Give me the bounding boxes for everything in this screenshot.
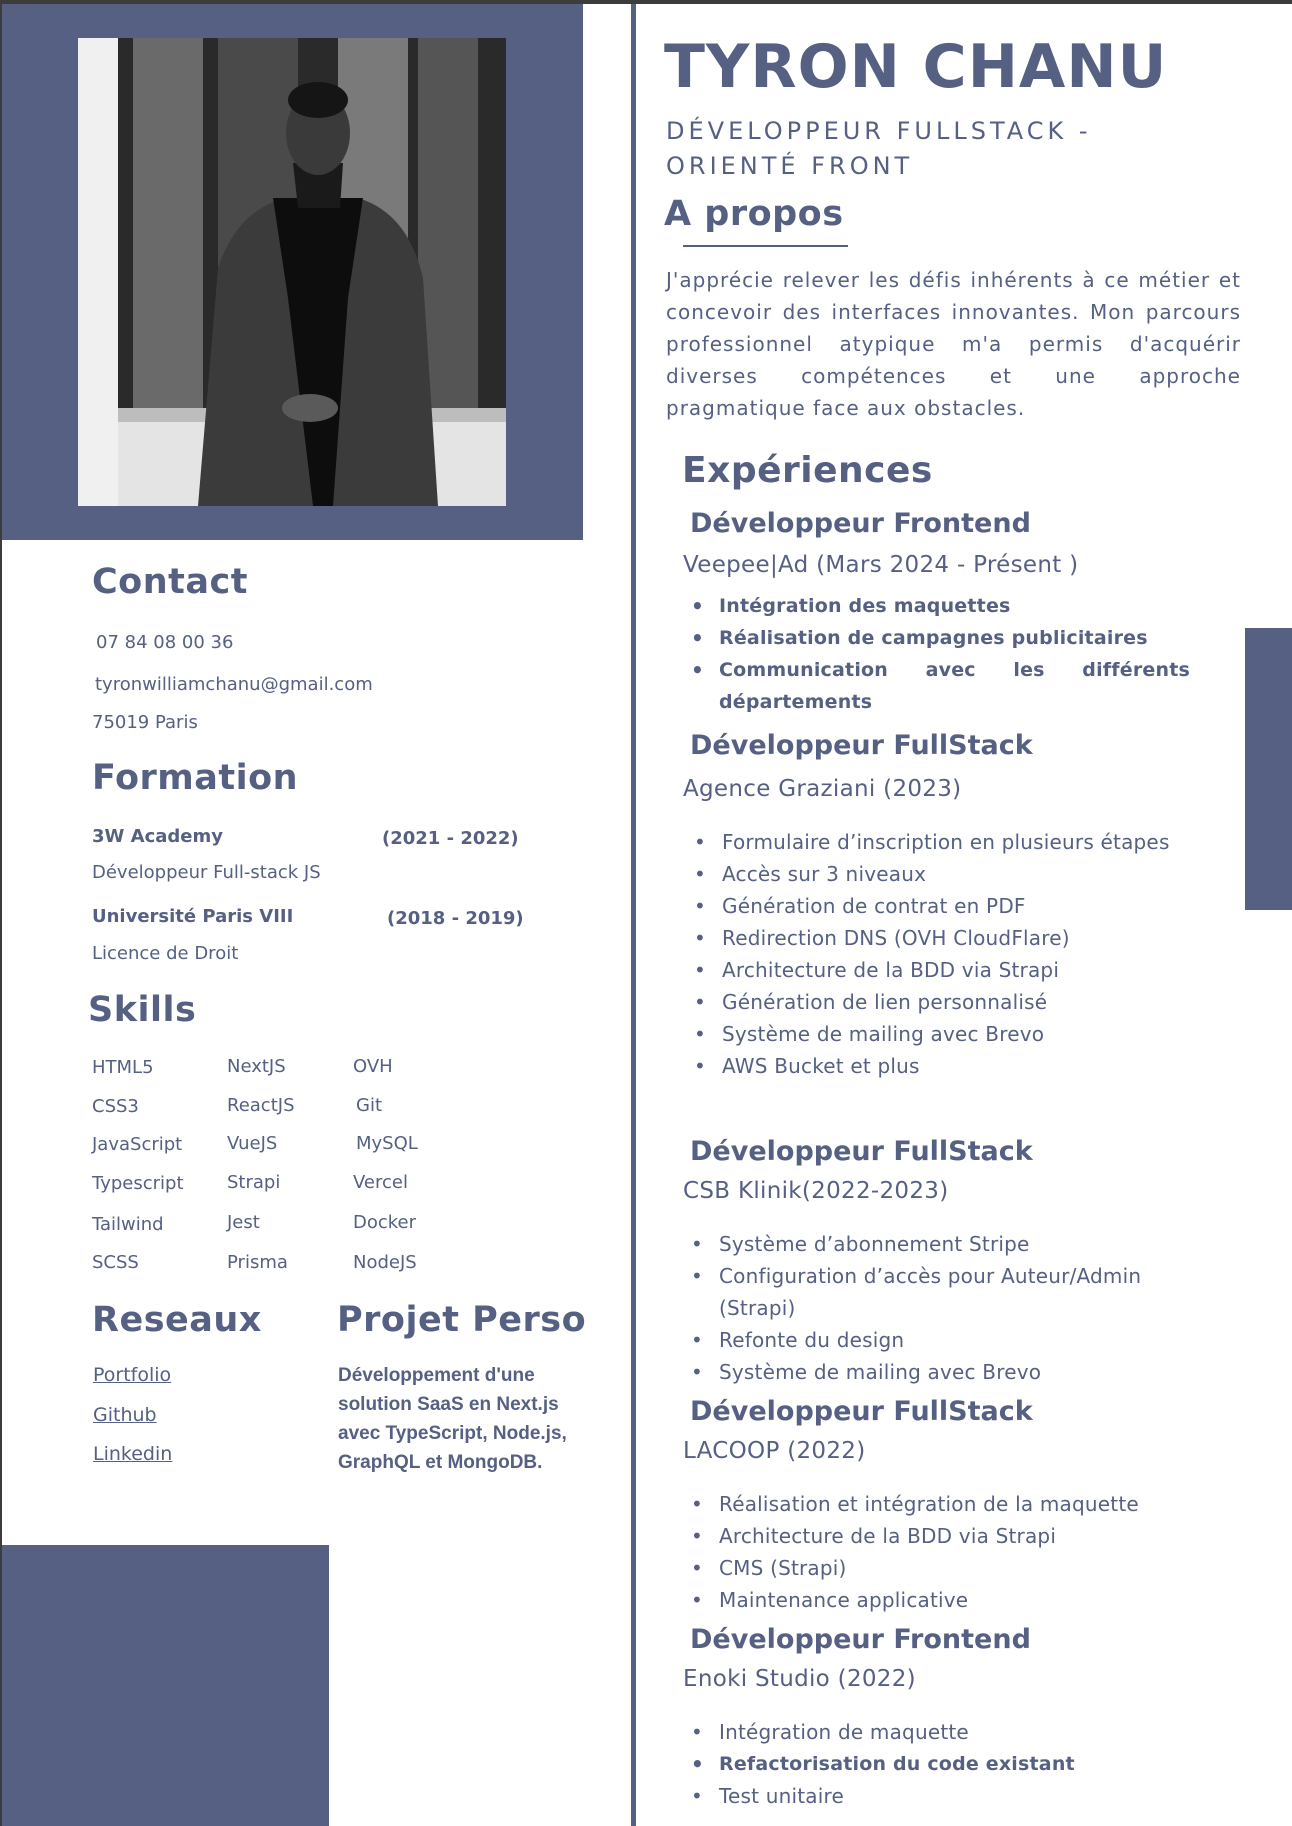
job-title: Développeur Frontend <box>690 1624 1031 1655</box>
job-task: • Réalisation de campagnes publicitaires <box>683 622 1190 654</box>
job-task-list <box>683 1488 1203 1616</box>
job-task: • Configuration d’accès pour Auteur/Admin (Strapi) <box>683 1260 1190 1324</box>
job-task-list <box>683 1228 1190 1388</box>
job-task: • Refactorisation du code existant <box>683 1748 1203 1780</box>
linkedin-link[interactable]: Linkedin <box>93 1443 173 1465</box>
skill-item: ReactJS <box>227 1095 295 1116</box>
projet-description: Développement d'une solution SaaS en Next.js avec TypeScript, Node.js, GraphQL et MongoDB. <box>338 1365 567 1473</box>
github-link[interactable]: Github <box>93 1404 157 1426</box>
reseaux-title: Reseaux <box>92 1300 262 1340</box>
formation-degree-1: Développeur Full-stack JS <box>92 862 321 883</box>
formation-years-1: (2021 - 2022) <box>382 828 519 849</box>
profile-photo-image <box>78 38 506 506</box>
skill-item: HTML5 <box>92 1057 154 1078</box>
skill-item: Strapi <box>227 1172 281 1193</box>
skill-item: JavaScript <box>92 1134 183 1155</box>
skill-item: Vercel <box>353 1172 408 1193</box>
job-company: CSB Klinik(2022-2023) <box>683 1178 949 1204</box>
job-task: • AWS Bucket et plus <box>686 1050 1190 1082</box>
projet-title: Projet Perso <box>337 1300 587 1340</box>
skill-item: MySQL <box>356 1133 418 1154</box>
side-color-block <box>1245 628 1292 910</box>
formation-title: Formation <box>92 758 299 798</box>
about-text: J'apprécie relever les défis inhérents à ce métier et concevoir des interfaces innovantes. Mon parcours professionnel atypique m'a permis d'acquérir diverses compétences et une approche pragmatique face aux obstacles. <box>666 268 1241 420</box>
contact-city: 75019 Paris <box>92 712 198 733</box>
job-task: • Architecture de la BDD via Strapi <box>686 954 1190 986</box>
job-task: • CMS (Strapi) <box>683 1552 1203 1584</box>
job-task-list <box>683 590 1190 718</box>
job-task: • Accès sur 3 niveaux <box>686 858 1190 890</box>
job-task: • Architecture de la BDD via Strapi <box>683 1520 1203 1552</box>
job-task: • Système de mailing avec Brevo <box>686 1018 1190 1050</box>
formation-degree-2: Licence de Droit <box>92 943 239 964</box>
job-task: • Génération de contrat en PDF <box>686 890 1190 922</box>
job-task: • Système de mailing avec Brevo <box>683 1356 1190 1388</box>
column-divider <box>631 4 636 1826</box>
job-task-list <box>686 826 1190 1082</box>
contact-email: tyronwilliamchanu@gmail.com <box>95 674 373 695</box>
job-task: • Formulaire d’inscription en plusieurs étapes <box>686 826 1190 858</box>
skill-item: CSS3 <box>92 1096 139 1117</box>
job-task: • Système d’abonnement Stripe <box>683 1228 1190 1260</box>
about-title: A propos <box>664 194 844 234</box>
formation-school-2: Université Paris VIII <box>92 906 294 927</box>
contact-title: Contact <box>92 562 248 602</box>
formation-years-2: (2018 - 2019) <box>387 908 524 929</box>
skill-item: Jest <box>227 1212 260 1233</box>
formation-school-1: 3W Academy <box>92 826 223 847</box>
job-task: • Refonte du design <box>683 1324 1190 1356</box>
skill-item: Typescript <box>92 1173 184 1194</box>
experiences-title: Expériences <box>682 450 933 491</box>
skill-item: SCSS <box>92 1252 139 1273</box>
job-title: Développeur FullStack <box>690 1136 1033 1167</box>
job-task-list <box>683 1716 1203 1812</box>
job-task: • Intégration de maquette <box>683 1716 1203 1748</box>
job-company: LACOOP (2022) <box>683 1438 866 1464</box>
job-task: • Maintenance applicative <box>683 1584 1203 1616</box>
skill-item: Prisma <box>227 1252 288 1273</box>
job-task: • Intégration des maquettes <box>683 590 1190 622</box>
person-name: TYRON CHANU <box>664 32 1168 102</box>
profile-photo <box>78 38 506 506</box>
portfolio-link[interactable]: Portfolio <box>93 1364 172 1386</box>
skill-item: NextJS <box>227 1056 286 1077</box>
job-title: Développeur FullStack <box>690 1396 1033 1427</box>
skills-title: Skills <box>88 990 197 1030</box>
skill-item: VueJS <box>227 1133 278 1154</box>
job-title: Développeur Frontend <box>690 508 1031 539</box>
skill-item: Docker <box>353 1212 417 1233</box>
job-task: • Réalisation et intégration de la maquette <box>683 1488 1203 1520</box>
footer-color-block <box>2 1545 329 1826</box>
job-task: • Génération de lien personnalisé <box>686 986 1190 1018</box>
job-company: Veepee|Ad (Mars 2024 - Présent ) <box>683 552 1079 578</box>
skill-item: Git <box>356 1095 383 1116</box>
about-underline <box>683 245 848 247</box>
job-task: • Communication avec les différents départements <box>683 654 1190 718</box>
skill-item: NodeJS <box>353 1252 417 1273</box>
skill-item: OVH <box>353 1056 393 1077</box>
job-company: Agence Graziani (2023) <box>683 776 962 802</box>
job-role: DÉVELOPPEUR FULLSTACK - ORIENTÉ FRONT <box>666 117 1092 180</box>
job-task: • Test unitaire <box>683 1780 1203 1812</box>
job-company: Enoki Studio (2022) <box>683 1666 916 1692</box>
job-task: • Redirection DNS (OVH CloudFlare) <box>686 922 1190 954</box>
job-title: Développeur FullStack <box>690 730 1033 761</box>
skill-item: Tailwind <box>92 1214 164 1235</box>
contact-phone: 07 84 08 00 36 <box>96 632 234 653</box>
